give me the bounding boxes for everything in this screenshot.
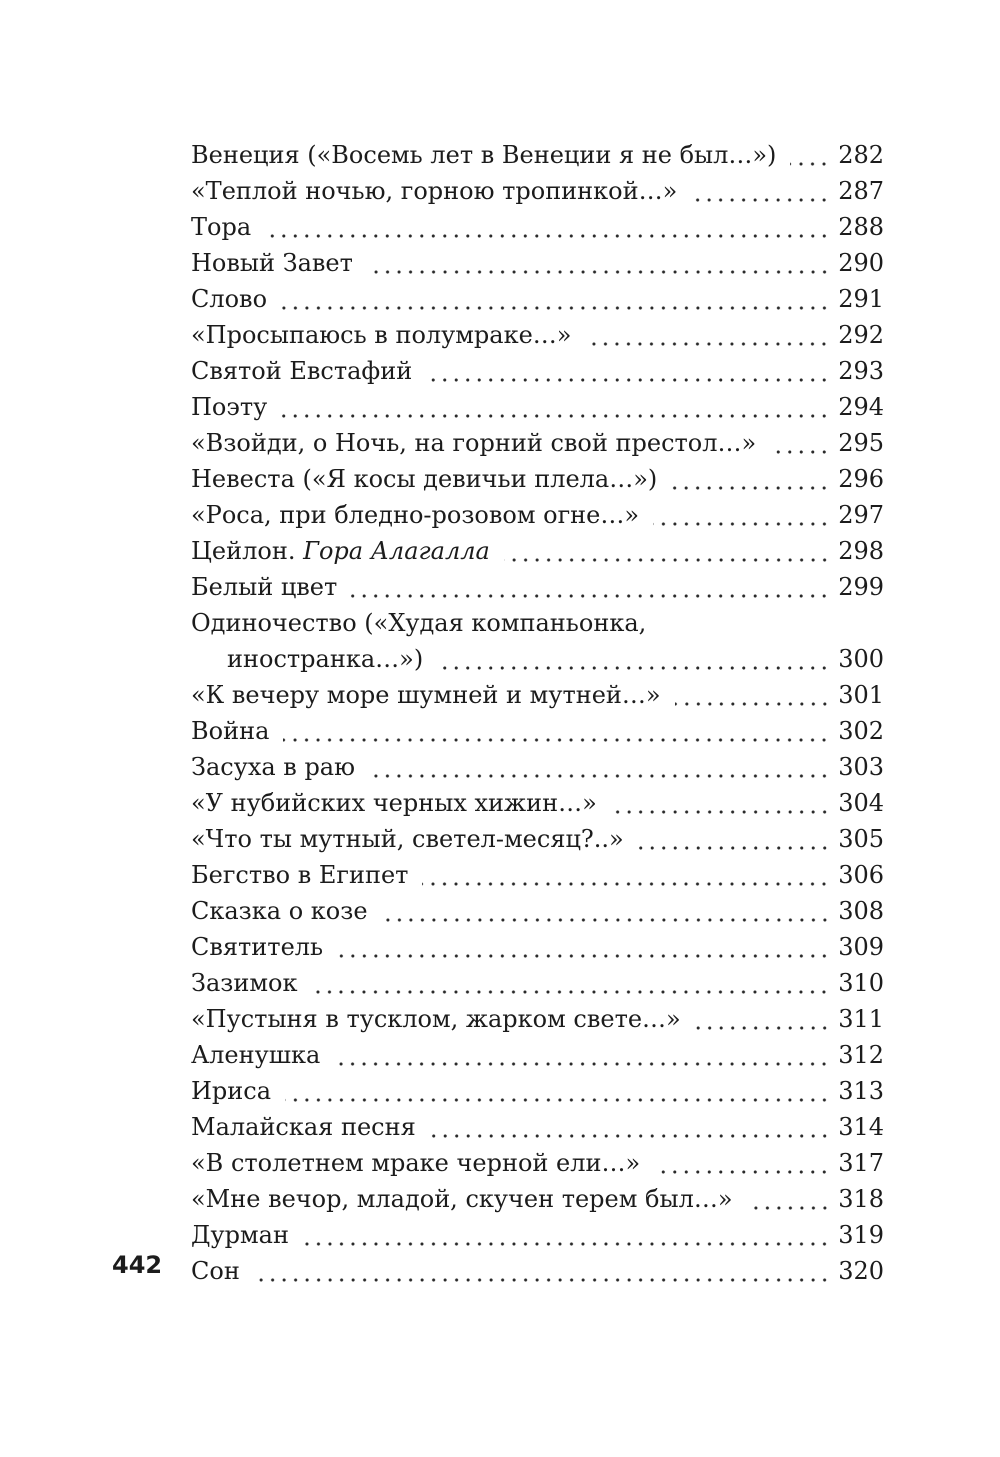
toc-entry-son <box>191 1253 884 1289</box>
toc-entry-pustynya <box>191 1001 884 1037</box>
dot-leader <box>351 569 830 605</box>
toc-entry-novyy-zavet <box>191 245 884 281</box>
dot-leader <box>747 1181 831 1217</box>
toc-entry-title: «Что ты мутный, светел-месяц?..» <box>191 825 624 853</box>
toc-entry-title: Война <box>191 717 270 745</box>
toc-entry-title: «В столетнем мраке черной ели…» <box>191 1149 641 1177</box>
toc-entry-svyatoy-evstafiy <box>191 353 884 389</box>
toc-entry-page: 318 <box>838 1185 884 1213</box>
dot-leader <box>281 281 830 317</box>
toc-entry-title: Новый Завет <box>191 249 353 277</box>
toc-entry-page: 302 <box>838 717 884 745</box>
toc-entry-title: Малайская песня <box>191 1113 416 1141</box>
toc-entry-title: «Теплой ночью, горною тропинкой…» <box>191 177 678 205</box>
dot-leader <box>254 1253 830 1289</box>
dot-leader <box>285 1073 830 1109</box>
toc-entry-title: Сказка о козе <box>191 897 368 925</box>
dot-leader <box>426 353 830 389</box>
toc-entry-page: 319 <box>838 1221 884 1249</box>
toc-entry-belyy-cvet <box>191 569 884 605</box>
dot-leader <box>675 677 831 713</box>
toc-entry-page: 287 <box>838 177 884 205</box>
dot-leader <box>303 1217 830 1253</box>
dot-leader <box>337 929 830 965</box>
toc-entry-title <box>191 533 490 569</box>
toc-entry-veneciya <box>191 137 884 173</box>
toc-entry-begstvo <box>191 857 884 893</box>
toc-entry-chto-ty-mutnyy <box>191 821 884 857</box>
dot-leader <box>422 857 830 893</box>
toc-entry-vzoydi <box>191 425 884 461</box>
toc-entry-ceylon <box>191 533 884 569</box>
toc-entry-rosa <box>191 497 884 533</box>
toc-entry-page: 303 <box>838 753 884 781</box>
dot-leader <box>654 1145 830 1181</box>
dot-leader <box>311 965 830 1001</box>
dot-leader <box>382 893 831 929</box>
toc-entry-title: Засуха в раю <box>191 753 356 781</box>
toc-entry-title: Сон <box>191 1257 240 1285</box>
toc-entry-odinochestvo <box>191 605 884 641</box>
toc-entry-title: Зазимок <box>191 969 298 997</box>
toc-entry-page: 300 <box>838 645 884 673</box>
toc-entry-svyatitel <box>191 929 884 965</box>
toc-entry-page: 290 <box>838 249 884 277</box>
table-of-contents <box>191 137 884 1289</box>
toc-entry-title: Слово <box>191 285 268 313</box>
toc-entry-malayskaya-pesnya <box>191 1109 884 1145</box>
toc-entry-title-main: Цейлон. <box>191 537 296 565</box>
toc-entry-title: Аленушка <box>191 1041 321 1069</box>
dot-leader <box>695 1001 830 1037</box>
toc-entry-title-continuation: иностранка…») <box>227 645 424 673</box>
toc-entry-page: 291 <box>838 285 884 313</box>
dot-leader <box>334 1037 830 1073</box>
toc-entry-v-stoletnem <box>191 1145 884 1181</box>
toc-entry-page: 301 <box>838 681 884 709</box>
toc-entry-zasuha <box>191 749 884 785</box>
toc-entry-page: 288 <box>838 213 884 241</box>
dot-leader <box>691 173 830 209</box>
toc-entry-title: Невеста («Я косы девичьи плела…») <box>191 465 658 493</box>
toc-entry-u-nubiyskih <box>191 785 884 821</box>
toc-entry-page: 306 <box>838 861 884 889</box>
toc-entry-page: 312 <box>838 1041 884 1069</box>
toc-entry-title: Бегство в Египет <box>191 861 409 889</box>
toc-entry-page: 305 <box>838 825 884 853</box>
toc-entry-teploy-nochyu <box>191 173 884 209</box>
toc-entry-title: Белый цвет <box>191 573 338 601</box>
toc-entry-prosypayus <box>191 317 884 353</box>
dot-leader <box>638 821 830 857</box>
toc-entry-page: 294 <box>838 393 884 421</box>
toc-entry-nevesta <box>191 461 884 497</box>
dot-leader <box>504 533 830 569</box>
toc-entry-page: 314 <box>838 1113 884 1141</box>
toc-entry-page: 317 <box>838 1149 884 1177</box>
toc-entry-voyna <box>191 713 884 749</box>
toc-entry-skazka-o-koze <box>191 893 884 929</box>
toc-entry-page: 297 <box>838 501 884 529</box>
toc-entry-title: Святой Евстафий <box>191 357 413 385</box>
toc-entry-slovo <box>191 281 884 317</box>
toc-entry-page: 293 <box>838 357 884 385</box>
toc-entry-title: Ириса <box>191 1077 272 1105</box>
toc-entry-title: Одиночество («Худая компаньонка, <box>191 609 647 637</box>
toc-entry-page: 296 <box>838 465 884 493</box>
toc-entry-title: «У нубийских черных хижин…» <box>191 789 597 817</box>
dot-leader <box>770 425 830 461</box>
toc-entry-page: 304 <box>838 789 884 817</box>
toc-entry-page: 313 <box>838 1077 884 1105</box>
toc-entry-alenushka <box>191 1037 884 1073</box>
toc-entry-zazimok <box>191 965 884 1001</box>
dot-leader <box>790 137 830 173</box>
toc-entry-irisa <box>191 1073 884 1109</box>
dot-leader <box>671 461 830 497</box>
toc-entry-page: 298 <box>838 537 884 565</box>
toc-entry-title: «К вечеру море шумней и мутней…» <box>191 681 661 709</box>
dot-leader <box>281 389 830 425</box>
toc-entry-page: 320 <box>838 1257 884 1285</box>
toc-entry-page: 292 <box>838 321 884 349</box>
toc-entry-title: «Пустыня в тусклом, жарком свете…» <box>191 1005 681 1033</box>
dot-leader <box>367 245 830 281</box>
dot-leader <box>585 317 830 353</box>
toc-entry-title: Святитель <box>191 933 324 961</box>
toc-entry-title: Венеция («Восемь лет в Венеции я не был…») <box>191 141 777 169</box>
toc-entry-page: 310 <box>838 969 884 997</box>
toc-entry-title: «Мне вечор, младой, скучен терем был…» <box>191 1185 733 1213</box>
dot-leader <box>265 209 830 245</box>
toc-entry-title: Дурман <box>191 1221 289 1249</box>
toc-entry-odinochestvo-continued <box>191 641 884 677</box>
toc-entry-title: «Роса, при бледно-розовом огне…» <box>191 501 640 529</box>
toc-entry-page: 309 <box>838 933 884 961</box>
dot-leader <box>437 641 830 677</box>
toc-entry-page: 295 <box>838 429 884 457</box>
dot-leader <box>430 1109 830 1145</box>
dot-leader <box>653 497 830 533</box>
toc-entry-poetu <box>191 389 884 425</box>
toc-entry-page: 282 <box>838 141 884 169</box>
toc-entry-k-vecheru <box>191 677 884 713</box>
page-number: 442 <box>112 1251 163 1279</box>
toc-entry-durman <box>191 1217 884 1253</box>
toc-entry-page: 308 <box>838 897 884 925</box>
toc-entry-page: 299 <box>838 573 884 601</box>
dot-leader <box>611 785 830 821</box>
toc-entry-title: «Просыпаюсь в полумраке…» <box>191 321 572 349</box>
toc-entry-mne-vechor <box>191 1181 884 1217</box>
toc-entry-page: 311 <box>838 1005 884 1033</box>
toc-entry-title: Поэту <box>191 393 268 421</box>
toc-entry-title: «Взойди, о Ночь, на горний свой престол…» <box>191 429 757 457</box>
toc-entry-tora <box>191 209 884 245</box>
toc-entry-title: Тора <box>191 213 252 241</box>
dot-leader <box>369 749 830 785</box>
toc-entry-subtitle: Гора Алагалла <box>303 537 490 565</box>
dot-leader <box>283 713 830 749</box>
